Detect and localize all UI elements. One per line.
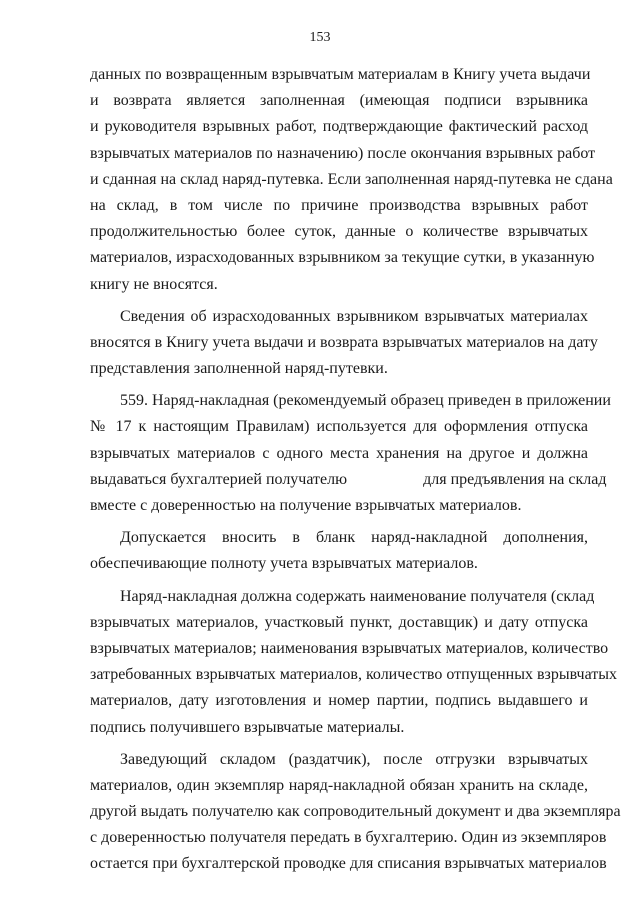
text-line: представления заполненной наряд-путевки. [90, 360, 388, 378]
text-line: на склад, в том числе по причине производства взрывных работ [90, 196, 588, 214]
text-line: и руководителя взрывных работ, подтверждающие фактический расход [90, 118, 588, 136]
text-line: Наряд-накладная должна содержать наименование получателя (склад [120, 587, 595, 605]
text-line: взрывчатых материалов с одного места хранения на другое и должна [90, 444, 588, 462]
text-line: материалов, израсходованных взрывником за текущие сутки, в указанную [90, 249, 595, 267]
text-line: остается при бухгалтерской проводке для списания взрывчатых материалов [90, 855, 607, 873]
text-segment: для предъявления на склад [423, 470, 607, 488]
text-line: взрывчатых материалов, участковый пункт, доставщик) и дату отпуска [90, 613, 588, 631]
paragraph-2 [90, 304, 598, 383]
text-line: с доверенностью получателя передать в бухгалтерию. Один из экземпляров [90, 829, 607, 847]
text-line: материалов, дату изготовления и номер партии, подпись выдавшего и [90, 692, 588, 710]
text-line: № 17 к настоящим Правилам) используется для оформления отпуска [90, 418, 588, 436]
text-line: данных по возвращенным взрывчатым материалам в Книгу учета выдачи [90, 66, 591, 83]
text-line: материалов, один экземпляр наряд-накладной обязан хранить на складе, [90, 776, 588, 794]
paragraph-3 [90, 388, 611, 519]
paragraph-5 [90, 584, 618, 741]
text-line: Сведения об израсходованных взрывником взрывчатых материалах [120, 307, 588, 325]
paragraph-4 [90, 525, 588, 577]
page-number: 153 [309, 30, 331, 45]
text-line [90, 467, 607, 493]
text-line: книгу не вносятся. [90, 275, 218, 293]
text-line: затребованных взрывчатых материалов, количество отпущенных взрывчатых [90, 666, 618, 684]
text-line: Заведующий складом (раздатчик), после отгрузки взрывчатых [120, 750, 588, 768]
text-line: обеспечивающие полноту учета взрывчатых материалов. [90, 555, 478, 573]
text-line: взрывчатых материалов; наименования взрывчатых материалов, количество [90, 639, 609, 657]
text-line: 559. Наряд-накладная (рекомендуемый образец приведен в приложении [120, 392, 611, 410]
text-line: и сданная на склад наряд-путевка. Если заполненная наряд-путевка не сдана [90, 170, 613, 188]
text-line: взрывчатых материалов по назначению) после окончания взрывных работ [90, 144, 596, 162]
text-line: и возврата является заполненная (имеющая подписи взрывника [90, 92, 588, 110]
text-line: подпись получившего взрывчатые материалы. [90, 718, 405, 736]
text-segment: выдаваться бухгалтерией получателю [90, 470, 348, 488]
paragraph-1 [90, 62, 613, 298]
document-body [90, 62, 621, 878]
text-line: Допускается вносить в бланк наряд-накладной дополнения, [120, 529, 588, 547]
text-line: другой выдать получателю как сопроводительный документ и два экземпляра [90, 803, 621, 821]
paragraph-6 [90, 747, 621, 878]
text-line: вместе с доверенностью на получение взрывчатых материалов. [90, 497, 522, 514]
text-line: вносятся в Книгу учета выдачи и возврата взрывчатых материалов на дату [90, 333, 598, 351]
text-line: продолжительностью более суток, данные о количестве взрывчатых [90, 223, 588, 241]
